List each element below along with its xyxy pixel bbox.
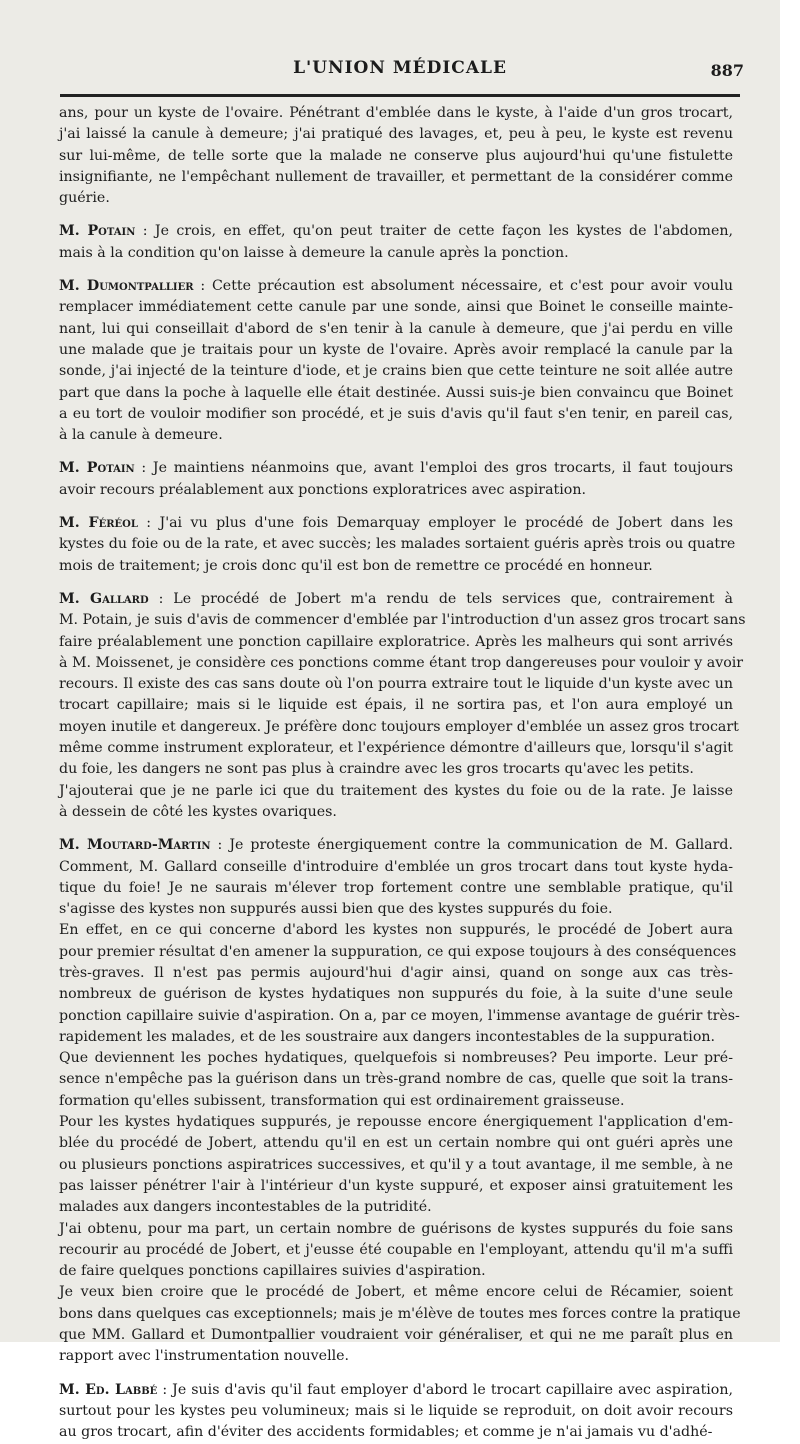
text-line: sonde, j'ai injecté de la teinture d'iode, et je crains bien que cette teinture ne soit allée autre	[59, 363, 733, 380]
text-line: guérie.	[59, 190, 110, 207]
body-text	[59, 103, 746, 1444]
text-line: ou plusieurs ponctions aspiratrices successives, et qu'il y a tout avantage, il me semble, à ne	[59, 1156, 733, 1173]
text-line: pour premier résultat d'en amener la suppuration, ce qui expose toujours à des conséquences	[59, 943, 737, 960]
text-line: mois de traitement; je crois donc qu'il est bon de remettre ce procédé en honneur.	[59, 557, 653, 574]
header-rule	[60, 94, 740, 97]
text-line: à dessein de côté les kystes ovariques.	[59, 803, 337, 820]
text-line: rapidement les malades, et de les soustraire aux dangers incontestables de la suppuration.	[59, 1028, 716, 1045]
paragraph	[59, 221, 733, 264]
running-title: L'UNION MÉDICALE	[293, 58, 507, 78]
text-line: même comme instrument explorateur, et l'expérience démontre d'ailleurs que, lorsqu'il s'agit	[59, 740, 733, 757]
text-line: part que dans la poche à laquelle elle était destinée. Aussi suis-je bien convaincu que Boinet	[59, 384, 733, 401]
text-line: faire préalablement une ponction capillaire exploratrice. Après les malheurs qui sont arrivés	[59, 633, 733, 650]
text-line: a eu tort de vouloir modifier son procédé, et je suis d'avis qu'il faut s'en tenir, en pareil cas,	[59, 405, 733, 422]
text-line: nombreux de guérison de kystes hydatiques non suppurés du foie, à la suite d'une seule	[59, 986, 733, 1003]
text-line: formation qu'elles subissent, transformation qui est ordinairement graisseuse.	[59, 1092, 625, 1109]
text-line: ponction capillaire suivie d'aspiration. On a, par ce moyen, l'immense avantage de guérir très-	[59, 1007, 740, 1024]
text-line: M. Moutard-Martin : Je proteste énergiquement contre la communication de M. Gallard.	[59, 837, 733, 854]
text-line: ans, pour un kyste de l'ovaire. Pénétrant d'emblée dans le kyste, à l'aide d'un gros trocart,	[59, 105, 733, 121]
paragraph	[59, 1282, 741, 1367]
text-line: J'ai obtenu, pour ma part, un certain nombre de guérisons de kystes suppurés du foie sans	[59, 1220, 733, 1237]
text-line: de faire quelques ponctions capillaires suivies d'aspiration.	[59, 1263, 486, 1280]
text-line: nant, lui qui conseillait d'abord de s'en tenir à la canule à demeure, que j'ai perdu en ville	[59, 320, 733, 337]
text-line: que MM. Gallard et Dumontpallier voudraient voir généraliser, et qui ne me paraît plus en	[59, 1327, 733, 1344]
speaker-name: M. Féréol	[59, 515, 138, 532]
text-line: recourir au procédé de Jobert, et j'eusse été coupable en l'employant, attendu qu'il m'a suffi	[59, 1241, 733, 1258]
text-line: M. Potain, je suis d'avis de commencer d'emblée par l'introduction d'un assez gros trocart sans	[59, 612, 746, 629]
paragraph	[59, 920, 740, 1048]
text-line: malades aux dangers incontestables de la putridité.	[59, 1199, 432, 1216]
text-line: M. Potain : Je crois, en effet, qu'on peut traiter de cette façon les kystes de l'abdomen,	[59, 223, 734, 240]
page-header	[60, 52, 744, 86]
text-line: recours. Il existe des cas sans doute où l'on pourra extraire tout le liquide d'un kyste avec un	[59, 676, 733, 693]
paragraph	[59, 835, 733, 920]
text-line: Pour les kystes hydatiques suppurés, je repousse encore énergiquement l'application d'em-	[59, 1114, 733, 1131]
text-line: j'ai laissé la canule à demeure; j'ai pratiqué des lavages, et, peu à peu, le kyste est revenu	[59, 126, 733, 143]
text-line: à la canule à demeure.	[59, 427, 223, 444]
text-line: trocart capillaire; mais si le liquide est épais, il ne sortira pas, et l'on aura employé un	[59, 697, 733, 714]
text-line: à M. Moissenet, je considère ces ponctions comme étant trop dangereuses pour vouloir y avoir	[59, 654, 744, 671]
text-line: du foie, les dangers ne sont pas plus à craindre avec les gros trocarts qu'avec les petits.	[59, 761, 694, 778]
text-line: très-graves. Il n'est pas permis aujourd'hui d'agir ainsi, quand on songe aux cas très-	[59, 964, 733, 981]
text-line: Que deviennent les poches hydatiques, quelquefois si nombreuses? Peu importe. Leur pré-	[59, 1050, 733, 1067]
text-line: blée du procédé de Jobert, attendu qu'il en est un certain nombre qui ont guéri après une	[59, 1135, 733, 1152]
text-line: pas laisser pénétrer l'air à l'intérieur d'un kyste suppuré, et exposer ainsi gratuitement les	[59, 1177, 733, 1194]
text-line: sur lui-même, de telle sorte que la malade ne conserve plus aujourd'hui qu'une fistulette	[59, 147, 733, 164]
text-line: insignifiante, ne l'empêchant nullement de travailler, et permettant de la considérer comme	[59, 168, 733, 185]
speaker-name: M. Potain	[59, 460, 135, 477]
text-line: M. Féréol : J'ai vu plus d'une fois Demarquay employer le procédé de Jobert dans les	[59, 515, 733, 532]
text-line: M. Potain : Je maintiens néanmoins que, avant l'emploi des gros trocarts, il faut toujours	[59, 460, 734, 477]
text-line: remplacer immédiatement cette canule par une sonde, ainsi que Boinet le conseille mainte-	[59, 299, 733, 316]
paragraph	[59, 1380, 733, 1444]
page-number: 887	[710, 61, 744, 80]
text-line: surtout pour les kystes peu volumineux; mais si le liquide se reproduit, on doit avoir recours	[59, 1402, 733, 1419]
paragraph	[59, 513, 736, 577]
speaker-name: M. Potain	[59, 223, 136, 240]
paragraph	[59, 1219, 733, 1283]
speaker-name: M. Gallard	[59, 590, 149, 607]
paragraph	[59, 276, 733, 446]
text-line: une malade que je traitais pour un kyste de l'ovaire. Après avoir remplacé la canule par la	[59, 341, 733, 358]
paragraph	[59, 781, 733, 824]
paragraph	[59, 1112, 733, 1218]
text-line: moyen inutile et dangereux. Je préfère donc toujours employer d'emblée un assez gros trocart	[59, 718, 739, 735]
text-line: M. Ed. Labbé : Je suis d'avis qu'il faut employer d'abord le trocart capillaire avec aspiration,	[59, 1381, 733, 1398]
paragraph	[59, 458, 733, 501]
text-line: au gros trocart, afin d'éviter des accidents formidables; et comme je n'ai jamais vu d'adhé-	[59, 1424, 713, 1441]
text-line: M. Dumontpallier : Cette précaution est absolument nécessaire, et c'est pour avoir voulu	[59, 278, 733, 295]
text-line: mais à la condition qu'on laisse à demeure la canule après la ponction.	[59, 244, 569, 261]
text-line: Comment, M. Gallard conseille d'introduire d'emblée un gros trocart dans tout kyste hyda-	[59, 858, 733, 875]
text-line: bons dans quelques cas exceptionnels; mais je m'élève de toutes mes forces contre la pratique	[59, 1305, 741, 1322]
page-edge	[780, 0, 800, 1342]
text-line: En effet, en ce qui concerne d'abord les kystes non suppurés, le procédé de Jobert aura	[59, 922, 733, 939]
text-line: rapport avec l'instrumentation nouvelle.	[59, 1348, 350, 1365]
paragraph	[59, 1048, 733, 1112]
text-line: Je veux bien croire que le procédé de Jobert, et même encore celui de Récamier, soient	[59, 1284, 733, 1301]
text-line: M. Gallard : Le procédé de Jobert m'a rendu de tels services que, contrairement à	[59, 590, 733, 607]
text-line: J'ajouterai que je ne parle ici que du traitement des kystes du foie ou de la rate. Je laisse	[59, 782, 733, 799]
speaker-name: M. Ed. Labbé	[59, 1381, 158, 1398]
text-line: sence n'empêche pas la guérison dans un très-grand nombre de cas, quelle que soit la trans-	[59, 1071, 733, 1088]
paragraph	[59, 103, 733, 209]
paragraph	[59, 589, 746, 781]
text-line: tique du foie! Je ne saurais m'élever trop fortement contre une semblable pratique, qu'il	[59, 879, 733, 896]
text-line: s'agisse des kystes non suppurés aussi bien que des kystes suppurés du foie.	[59, 901, 613, 918]
speaker-name: M. Dumontpallier	[59, 278, 194, 295]
speaker-name: M. Moutard-Martin	[59, 837, 211, 854]
text-line: kystes du foie ou de la rate, et avec succès; les malades sortaient guéris après trois ou quatre	[59, 536, 736, 553]
text-line: avoir recours préalablement aux ponctions exploratrices avec aspiration.	[59, 481, 586, 498]
